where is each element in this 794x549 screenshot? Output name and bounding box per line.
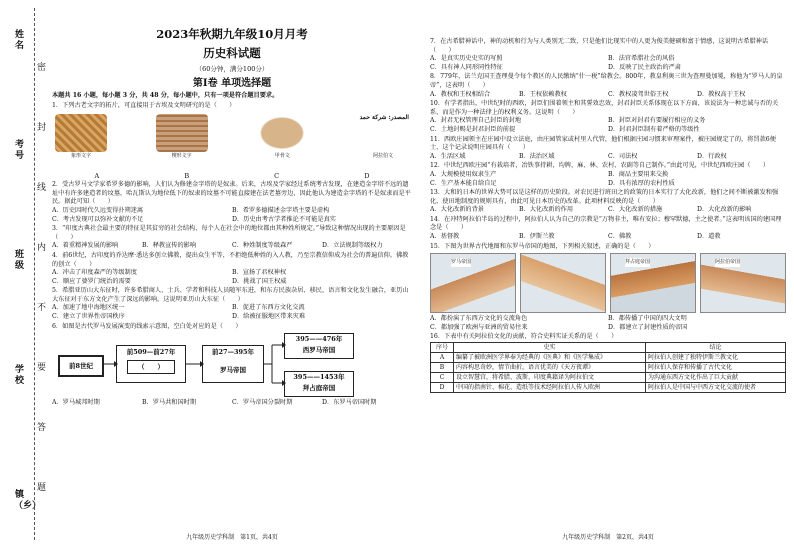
option: C．生产基本能自给自足 (430, 179, 497, 187)
option: D．教权高于王权 (697, 90, 746, 98)
seal-word: 内 (36, 240, 47, 253)
table-header: 序号 史实 结论 (431, 343, 786, 353)
flow-empire: 前27—395年 罗马帝国 (202, 345, 264, 383)
oracle-bone-image: 甲骨文 (253, 114, 311, 172)
option: C．司法权 (608, 152, 638, 160)
exam-note: （60分钟，满分100分） (195, 65, 269, 74)
option: D．都建立了封建性质的帝国 (608, 323, 688, 331)
table-row: A 编纂了被欧洲医学界奉为经典的《医典》和《医学集成》 阿拉伯人创建了独特伊斯兰教文化 (431, 353, 786, 363)
question-14: 14．在冲特阿拉伯半岛的过程中，阿拉伯人认为自己的宗教是“万物非主，唯有安拉；穆罕默德，主之使者。”这表明该国的建国理念是（ ） (430, 215, 782, 232)
cuneiform-image: 楔形文字 (153, 114, 211, 172)
option: C．种姓制度等级森严 (232, 242, 293, 250)
page-2 (430, 0, 786, 549)
option: D．封君封臣制有着严格的等级性 (608, 125, 700, 133)
option: D．反映了民主政治的严肃 (608, 63, 682, 71)
question-3: 3．“印度古典社会最主要的特征是其贫穷的社会结构，每个人在社会中的地位都由其种姓所规定。”导致这种情况出现的主要原因是（ ） (52, 225, 406, 241)
flow-republic: 前509—前27年 （ ） (116, 345, 186, 383)
question-16: 16．下表中有关阿拉伯文化的贡献，符合史料实证关系的是（ ） (430, 333, 618, 341)
option: C．具有神人同形同性特征 (430, 63, 503, 71)
option: D．立法规制等级权力 (322, 242, 383, 250)
option: B．法官希腊社会的风俗 (608, 55, 675, 63)
q16-table (430, 342, 786, 393)
option: C．佛教 (608, 233, 632, 241)
option: A．是真实历史史实的写照 (430, 55, 503, 63)
section-title: 第Ⅰ卷 单项选择题 (192, 77, 272, 89)
option: D．东罗马帝国时期 (322, 399, 377, 407)
seal-word: 答 (36, 420, 47, 433)
name-field: 姓名 (14, 30, 24, 51)
binding-strip (0, 0, 50, 549)
option: A．加速了地中海地区统一 (52, 304, 125, 312)
q10-options (430, 117, 786, 134)
q7-options (430, 55, 786, 72)
option: B．商品主要用来交换 (608, 170, 669, 178)
q5-options (52, 304, 412, 321)
option: A．冲击了印度森严的等级制度 (52, 269, 137, 277)
option: C．教权凌驾世俗王权 (608, 90, 669, 98)
q11-options (430, 153, 786, 162)
question-4: 4．前6世纪，古印度的乔达摩·悉达多创立佛教，提出众生平等，不拒绝低种姓的入人教，乃至宗教信仰成为社会的普遍信仰。佛教的创立（ ） (52, 251, 409, 268)
question-6: 6．如图是古代罗马发展演变的线索示意图，空白处对应的是（ ） (52, 322, 242, 330)
page-2-footer: 九年级历史学科制 第2页，共4页 (562, 534, 654, 542)
option: B．罗马共和国时期 (142, 399, 197, 407)
option: C．都加强了欧洲与亚洲的贸易往来 (430, 323, 528, 331)
option: C．罗马帝国分裂时期 (232, 399, 293, 407)
seal-word: 密 (36, 60, 47, 73)
instructions: 本题共 16 小题，每小题 3 分，共 48 分，每小题中，只有一项是符合题目要求。 (52, 92, 279, 100)
seal-word: 封 (36, 120, 47, 133)
table-row: B 内容构思奇妙，情节曲折，语言优美的《天方夜谭》 阿拉伯人保存和传播了古代文化 (431, 363, 786, 373)
option: C．大化改新的措施 (608, 206, 663, 214)
flow-byzantine: 395——1453年 拜占庭帝国 (284, 371, 354, 397)
byzantine-map: 拜占庭帝国 (610, 253, 696, 313)
seal-line (34, 8, 35, 540)
option: A．着重精神发展的影响 (52, 242, 119, 250)
page-1-footer: 九年级历史学科制 第1页，共4页 (186, 534, 278, 542)
option: A．都扮演了东西方文化的交流角色 (430, 315, 528, 323)
option: A．大化改新的背景 (430, 206, 484, 214)
option: C．土地封赐是封君封臣的前提 (430, 125, 516, 133)
hieroglyph-image: 象形文字 (52, 114, 110, 172)
option: B．希罗多德描述金字塔主要是虚构 (232, 206, 330, 214)
option: D．行政权 (697, 152, 727, 160)
option: B．宣扬了君权神权 (232, 269, 287, 277)
flow-arrows (52, 333, 362, 399)
page-1 (52, 0, 412, 549)
q8-options (430, 91, 786, 100)
option: B．伊斯兰教 (519, 233, 555, 241)
question-11: 11．西欧庄园领主在庄园中设立法庭，由庄园管家或村里人代管，他们根据庄园习惯来审理案件，被庄园规定了的，将罚款6便士，这个记录说明庄园具有（ ） (430, 135, 776, 152)
exam-number-field: 考号 (14, 140, 24, 161)
option: A．历史因时代久远变得扑朔迷离 (52, 206, 144, 214)
option: D．具有浓厚的农村性质 (608, 179, 675, 187)
school-field: 学校 (14, 365, 24, 386)
option: D．历史由考古学者推论不可能是真实 (232, 215, 336, 223)
q3-options (52, 242, 412, 251)
option: B．都传播了中国的四大文明 (608, 315, 687, 323)
option: D．给被征服地区带来灾难 (232, 313, 306, 321)
option: A．封君无权管理自己封臣的封地 (430, 117, 522, 125)
seal-word: 线 (36, 180, 47, 193)
option: B．法治区域 (519, 152, 555, 160)
option: A．生活区域 (430, 152, 466, 160)
seal-word: 不 (36, 300, 47, 313)
option: C．建立了世界性帝国秩序 (52, 313, 125, 321)
question-2: 2．受古罗马文学家希罗多德的影响，人们认为修建金字塔的是奴隶。后来，古埃及学家经过系统考古发现，在建造金字塔不远的遗址中有许多建造者的坟墓，哈瓦斯认为地位低下的奴隶的坟墓不可能直接建在法老墓旁边，因此他认为建造金字塔的不是奴隶而是平民。据此可知（ ） (52, 181, 411, 206)
q6-options (52, 399, 412, 408)
arab-empire-map: 阿拉伯帝国 (700, 253, 786, 313)
q4-options (52, 269, 412, 286)
question-1: 1．下列古老文字的拓片，可直接用于古埃及文明研究的是（ ） (52, 101, 236, 109)
rome-flow-diagram (52, 333, 412, 399)
exam-subject: 历史科试题 (203, 45, 261, 60)
question-13: 13．大和的日本的世界大势可以是这样的历史阶段。对农民进行班田之的政策的日本实行了大化改新，他们之间不断被激发和强化，使田地制度的规则具有，由此可见日本历史的改革。此项材料反映的是（ ） (430, 189, 779, 205)
option: C．考古发现可以弥补文献的不足 (52, 215, 144, 223)
option: D．大化改新的影响 (697, 206, 752, 214)
option: D．道教 (697, 233, 721, 241)
flow-west-rome: 395——476年 西罗马帝国 (284, 333, 354, 359)
map-2 (520, 253, 606, 313)
q15-maps (430, 253, 786, 313)
class-field: 班级 (14, 250, 24, 271)
q2-options (52, 207, 412, 224)
option: B．大化改新的作用 (519, 206, 574, 214)
question-12: 12．中世纪西欧庄园“有栽培者，冶铁事持耕，均牌，麻、林、农村、农副等自己制作。”由此可见，中世纪西欧庄园（ ） (430, 162, 770, 170)
question-15: 15．下图为世界古代地图和东罗马帝国的地图，下列相关叙述，正确的是（ ） (430, 242, 655, 250)
option: A．大规模使用奴隶生产 (430, 170, 497, 178)
option: B．封臣对封君有要履行相应的义务 (608, 117, 706, 125)
exam-title: 2023年秋期九年级10月月考 (156, 27, 308, 41)
option: A．罗马城邦时期 (52, 399, 100, 407)
question-7: 7．在古希腊神话中，神的动机和行为与人类别无二致，只是他们比现实中的人更为俊美健硕和富于情感，这说明古希腊神话（ ） (430, 38, 769, 54)
arabic-image: المصدر: شركة حمد 阿拉伯文 (359, 113, 409, 159)
q12-options (430, 171, 786, 188)
option: A．基督教 (430, 233, 460, 241)
q15-options (430, 315, 786, 332)
q13-options (430, 206, 786, 215)
option: B．促进了东西方文化交流 (232, 304, 305, 312)
seal-word: 要 (36, 360, 47, 373)
flow-start: 前8世纪 (58, 355, 104, 377)
option: C．顺应了婆罗门统治的需要 (52, 277, 131, 285)
option: A．教权和王权相结合 (430, 90, 491, 98)
question-8: 8．779年，法兰克国王查理曼令每个教区的人民缴纳“什一税”给教会。800年，教皇利奥三世为查理曼加冕，称他为“罗马人的皇帝”，这表明（ ） (430, 73, 783, 89)
q14-options (430, 233, 786, 242)
seal-word: 题 (36, 480, 47, 493)
town-field: 镇（乡） (14, 490, 42, 511)
roman-empire-map: 罗马帝国 (430, 253, 516, 313)
option: D．挑战了国王权威 (232, 277, 287, 285)
question-10: 10．有学者指出，中世纪时的西欧，封臣们围着领主和其誓效忠效，封君封臣关系体现在以下方面，该说法为一种忠诚与否的关系，而是作为一种法律上的权利义务。这说明（ ） (430, 100, 779, 116)
q1-images (52, 114, 412, 172)
option: B．释教宣传的影响 (142, 242, 197, 250)
question-5: 5．希腊亚历山大东征时，许多希腊商人、士兵、学者和科技人员随军东进，和东方民族杂居、移民，语言和文化发生融合，亚历山大东征对于东方文化产生了深远的影响。这说明亚历山大东征（ ） (52, 287, 409, 303)
table-row: C 设立智慧宫，将希腊、波斯、印度典籍译为阿拉伯文 为沟通东西方文化作出了巨大贡献 (431, 373, 786, 383)
q1-letters: A B C D (94, 171, 370, 180)
table-row: D 中国的指南针、棉花、造纸等技术经阿拉伯人传入欧洲 阿拉伯人是中国与中西方文化交流的使者 (431, 383, 786, 393)
option: B．王权依赖教权 (519, 90, 567, 98)
